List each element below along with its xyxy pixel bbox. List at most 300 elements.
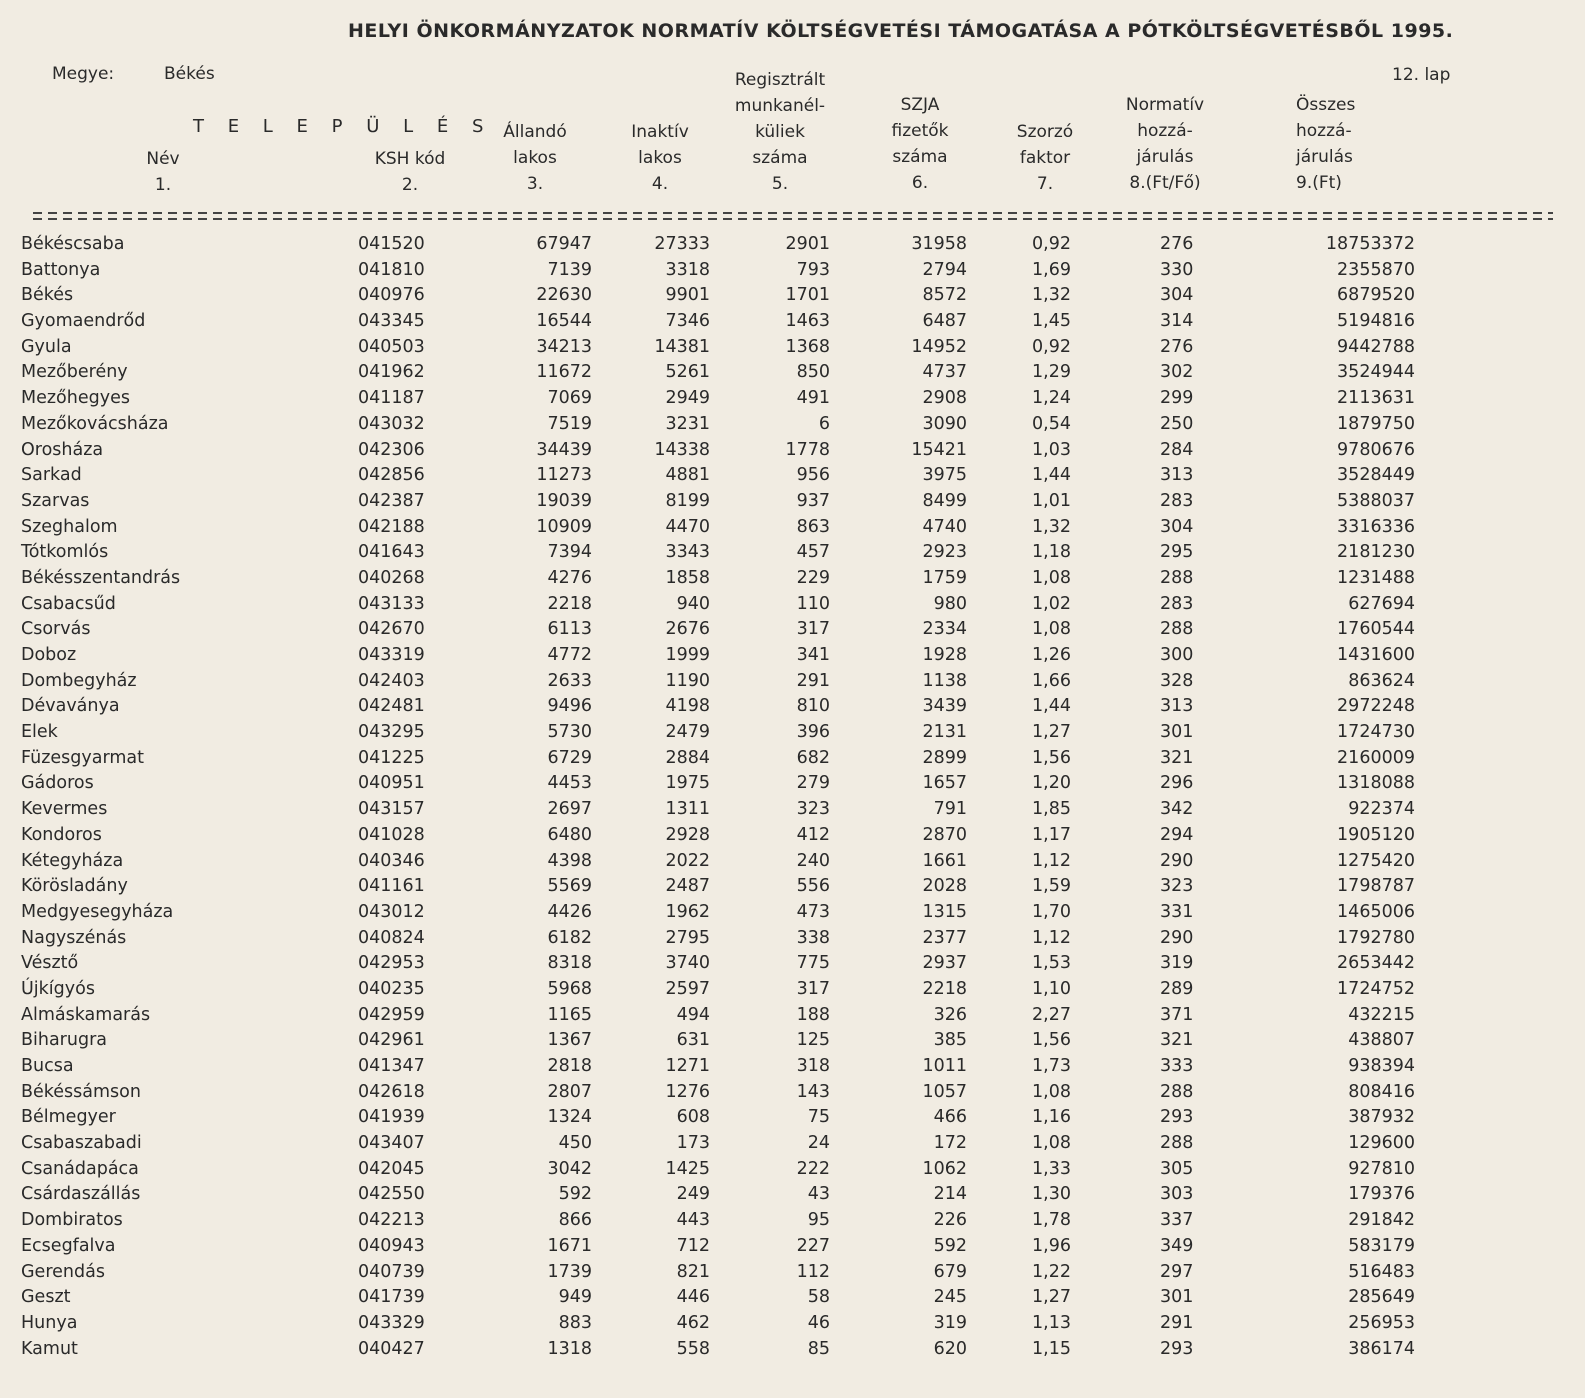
cell-szja-fizetok: 172 <box>933 1133 967 1154</box>
table-row <box>0 1287 1585 1313</box>
cell-allando-lakos: 7519 <box>547 413 592 434</box>
cell-inaktiv-lakos: 821 <box>676 1261 710 1282</box>
cell-osszes-hozzajarulas: 179376 <box>1348 1184 1415 1205</box>
cell-szorzo-faktor: 0,92 <box>1032 336 1071 357</box>
cell-szja-fizetok: 326 <box>933 1004 967 1025</box>
cell-szja-fizetok: 791 <box>933 799 967 820</box>
cell-szorzo-faktor: 1,73 <box>1032 1056 1071 1076</box>
table-row <box>0 594 1585 620</box>
header-munkanelkuli-l2: munkanél- <box>734 96 826 116</box>
header-inaktiv-l1: Inaktív <box>631 122 689 142</box>
cell-munkanelkuliek: 227 <box>796 1235 830 1256</box>
cell-szorzo-faktor: 1,26 <box>1032 645 1071 665</box>
table-row <box>0 440 1585 466</box>
cell-name: Vésztő <box>21 953 79 974</box>
cell-szorzo-faktor: 1,27 <box>1032 722 1071 743</box>
cell-normativ-hozzajarulas: 276 <box>1160 336 1194 357</box>
table-row <box>0 1313 1585 1339</box>
cell-osszes-hozzajarulas: 18753372 <box>1325 234 1415 254</box>
cell-ksh-code: 042403 <box>358 670 425 691</box>
cell-ksh-code: 040739 <box>358 1261 425 1282</box>
cell-ksh-code: 041161 <box>358 876 425 897</box>
cell-munkanelkuliek: 75 <box>807 1107 830 1128</box>
cell-munkanelkuliek: 341 <box>796 645 830 665</box>
cell-szja-fizetok: 1657 <box>922 773 967 794</box>
cell-normativ-hozzajarulas: 296 <box>1160 773 1194 794</box>
cell-szja-fizetok: 592 <box>933 1235 967 1256</box>
header-settlement: T E L E P Ü L É S <box>193 116 493 137</box>
cell-szja-fizetok: 2870 <box>922 824 967 845</box>
cell-osszes-hozzajarulas: 2972248 <box>1337 696 1415 717</box>
cell-szorzo-faktor: 0,54 <box>1032 413 1071 434</box>
cell-munkanelkuliek: 188 <box>796 1004 830 1025</box>
cell-osszes-hozzajarulas: 2181230 <box>1337 542 1415 563</box>
county-value: Békés <box>164 64 215 84</box>
cell-normativ-hozzajarulas: 290 <box>1160 927 1194 948</box>
cell-ksh-code: 041962 <box>358 362 425 383</box>
cell-munkanelkuliek: 222 <box>796 1158 830 1179</box>
header-normativ-l2: hozzá- <box>1137 121 1193 141</box>
cell-osszes-hozzajarulas: 1231488 <box>1337 567 1415 588</box>
cell-normativ-hozzajarulas: 288 <box>1160 567 1194 588</box>
header-normativ-l3: járulás <box>1136 147 1194 167</box>
cell-munkanelkuliek: 1701 <box>785 285 830 306</box>
cell-munkanelkuliek: 229 <box>796 567 830 588</box>
cell-ksh-code: 043295 <box>358 722 425 743</box>
cell-munkanelkuliek: 2901 <box>785 234 830 254</box>
cell-allando-lakos: 2633 <box>547 670 592 691</box>
cell-inaktiv-lakos: 4881 <box>665 465 710 486</box>
county-label: Megye: <box>52 64 115 84</box>
cell-allando-lakos: 450 <box>558 1133 592 1154</box>
cell-ksh-code: 041028 <box>358 824 425 845</box>
cell-name: Ecsegfalva <box>21 1235 116 1256</box>
cell-allando-lakos: 5968 <box>547 978 592 999</box>
cell-munkanelkuliek: 412 <box>796 824 830 845</box>
table-row <box>0 1056 1585 1082</box>
cell-szja-fizetok: 980 <box>933 593 967 614</box>
cell-name: Csabacsűd <box>21 593 116 614</box>
cell-name: Kevermes <box>21 799 108 820</box>
cell-name: Békéssámson <box>21 1081 141 1102</box>
cell-ksh-code: 042670 <box>358 619 425 640</box>
cell-szja-fizetok: 4737 <box>922 362 967 383</box>
cell-inaktiv-lakos: 14381 <box>654 336 710 357</box>
cell-munkanelkuliek: 85 <box>807 1338 830 1359</box>
table-row <box>0 825 1585 851</box>
cell-normativ-hozzajarulas: 288 <box>1160 1133 1194 1154</box>
cell-name: Orosháza <box>21 439 104 460</box>
cell-allando-lakos: 1324 <box>547 1107 592 1128</box>
table-row <box>0 645 1585 671</box>
header-nev-label: Név <box>146 149 180 169</box>
cell-szja-fizetok: 319 <box>933 1312 967 1333</box>
cell-szja-fizetok: 1057 <box>922 1081 967 1102</box>
cell-osszes-hozzajarulas: 1431600 <box>1337 645 1415 665</box>
cell-osszes-hozzajarulas: 1798787 <box>1337 876 1415 897</box>
cell-szorzo-faktor: 1,24 <box>1032 388 1071 409</box>
cell-ksh-code: 042856 <box>358 465 425 486</box>
cell-allando-lakos: 11672 <box>536 362 592 383</box>
cell-szorzo-faktor: 1,17 <box>1032 824 1071 845</box>
cell-normativ-hozzajarulas: 284 <box>1160 439 1194 460</box>
cell-munkanelkuliek: 317 <box>796 619 830 640</box>
cell-allando-lakos: 4398 <box>547 850 592 871</box>
cell-name: Mezőkovácsháza <box>21 413 169 434</box>
cell-munkanelkuliek: 318 <box>796 1056 830 1076</box>
cell-munkanelkuliek: 863 <box>796 516 830 537</box>
table-row <box>0 1082 1585 1108</box>
cell-normativ-hozzajarulas: 319 <box>1160 953 1194 974</box>
cell-szja-fizetok: 8499 <box>922 490 967 511</box>
cell-szja-fizetok: 31958 <box>911 234 967 254</box>
cell-szorzo-faktor: 1,12 <box>1032 927 1071 948</box>
cell-name: Biharugra <box>21 1030 107 1051</box>
cell-inaktiv-lakos: 2487 <box>665 876 710 897</box>
cell-szorzo-faktor: 1,08 <box>1032 1133 1071 1154</box>
cell-normativ-hozzajarulas: 301 <box>1160 1287 1194 1308</box>
cell-szja-fizetok: 2794 <box>922 259 967 280</box>
cell-name: Medgyesegyháza <box>21 901 174 922</box>
cell-inaktiv-lakos: 14338 <box>654 439 710 460</box>
cell-osszes-hozzajarulas: 938394 <box>1348 1056 1415 1076</box>
cell-inaktiv-lakos: 712 <box>676 1235 710 1256</box>
cell-name: Szeghalom <box>21 516 118 537</box>
cell-name: Csorvás <box>21 619 91 640</box>
cell-name: Kondoros <box>21 824 102 845</box>
cell-inaktiv-lakos: 7346 <box>665 311 710 332</box>
table-row <box>0 1159 1585 1185</box>
cell-inaktiv-lakos: 494 <box>676 1004 710 1025</box>
cell-munkanelkuliek: 279 <box>796 773 830 794</box>
cell-inaktiv-lakos: 940 <box>676 593 710 614</box>
cell-szja-fizetok: 1138 <box>922 670 967 691</box>
header-ksh <box>360 146 460 198</box>
cell-szorzo-faktor: 1,66 <box>1032 670 1071 691</box>
cell-munkanelkuliek: 457 <box>796 542 830 563</box>
cell-normativ-hozzajarulas: 303 <box>1160 1184 1194 1205</box>
cell-szja-fizetok: 2334 <box>922 619 967 640</box>
table-row <box>0 928 1585 954</box>
header-munkanelkuli-l1: Regisztrált <box>734 70 826 90</box>
cell-szorzo-faktor: 1,13 <box>1032 1312 1071 1333</box>
cell-munkanelkuliek: 6 <box>818 413 830 434</box>
cell-szorzo-faktor: 1,12 <box>1032 850 1071 871</box>
header-munkanelkuli <box>725 67 835 197</box>
cell-szja-fizetok: 3975 <box>922 465 967 486</box>
cell-inaktiv-lakos: 443 <box>676 1210 710 1231</box>
table-row <box>0 902 1585 928</box>
cell-allando-lakos: 9496 <box>547 696 592 717</box>
cell-allando-lakos: 7139 <box>547 259 592 280</box>
table-row <box>0 285 1585 311</box>
cell-szorzo-faktor: 1,20 <box>1032 773 1071 794</box>
cell-szja-fizetok: 3439 <box>922 696 967 717</box>
cell-inaktiv-lakos: 2928 <box>665 824 710 845</box>
table-row <box>0 542 1585 568</box>
table-row <box>0 311 1585 337</box>
cell-osszes-hozzajarulas: 1275420 <box>1337 850 1415 871</box>
header-szja-l1: SZJA <box>900 95 940 115</box>
cell-szorzo-faktor: 1,29 <box>1032 362 1071 383</box>
cell-inaktiv-lakos: 3740 <box>665 953 710 974</box>
cell-normativ-hozzajarulas: 295 <box>1160 542 1194 563</box>
cell-normativ-hozzajarulas: 314 <box>1160 311 1194 332</box>
cell-name: Mezőberény <box>21 362 128 383</box>
table-row <box>0 748 1585 774</box>
table-row <box>0 619 1585 645</box>
cell-normativ-hozzajarulas: 330 <box>1160 259 1194 280</box>
cell-inaktiv-lakos: 1425 <box>665 1158 710 1179</box>
cell-osszes-hozzajarulas: 3528449 <box>1337 465 1415 486</box>
cell-name: Kamut <box>21 1338 78 1359</box>
cell-szorzo-faktor: 1,16 <box>1032 1107 1071 1128</box>
cell-munkanelkuliek: 937 <box>796 490 830 511</box>
header-inaktiv-l3: 4. <box>651 174 669 194</box>
cell-normativ-hozzajarulas: 321 <box>1160 1030 1194 1051</box>
cell-inaktiv-lakos: 1276 <box>665 1081 710 1102</box>
cell-normativ-hozzajarulas: 328 <box>1160 670 1194 691</box>
cell-ksh-code: 041643 <box>358 542 425 563</box>
cell-osszes-hozzajarulas: 285649 <box>1348 1287 1415 1308</box>
cell-szorzo-faktor: 1,03 <box>1032 439 1071 460</box>
cell-osszes-hozzajarulas: 1792780 <box>1337 927 1415 948</box>
cell-munkanelkuliek: 110 <box>796 593 830 614</box>
cell-ksh-code: 043329 <box>358 1312 425 1333</box>
cell-allando-lakos: 7394 <box>547 542 592 563</box>
cell-ksh-code: 040951 <box>358 773 425 794</box>
cell-allando-lakos: 16544 <box>536 311 592 332</box>
cell-inaktiv-lakos: 631 <box>676 1030 710 1051</box>
cell-munkanelkuliek: 112 <box>796 1261 830 1282</box>
cell-munkanelkuliek: 323 <box>796 799 830 820</box>
cell-inaktiv-lakos: 3343 <box>665 542 710 563</box>
cell-munkanelkuliek: 793 <box>796 259 830 280</box>
cell-szorzo-faktor: 1,96 <box>1032 1235 1071 1256</box>
cell-allando-lakos: 34439 <box>536 439 592 460</box>
cell-szja-fizetok: 245 <box>933 1287 967 1308</box>
cell-szorzo-faktor: 1,33 <box>1032 1158 1071 1179</box>
cell-osszes-hozzajarulas: 2113631 <box>1337 388 1415 409</box>
header-osszes-l1: Összes <box>1296 95 1356 115</box>
cell-szja-fizetok: 2899 <box>922 747 967 768</box>
header-szja-l4: 6. <box>911 173 929 193</box>
header-nev <box>140 146 186 198</box>
table-row <box>0 1210 1585 1236</box>
cell-normativ-hozzajarulas: 304 <box>1160 285 1194 306</box>
cell-ksh-code: 042045 <box>358 1158 425 1179</box>
header-munkanelkuli-l5: 5. <box>771 174 789 194</box>
cell-szja-fizetok: 1661 <box>922 850 967 871</box>
cell-normativ-hozzajarulas: 371 <box>1160 1004 1194 1025</box>
cell-inaktiv-lakos: 1858 <box>665 567 710 588</box>
cell-munkanelkuliek: 317 <box>796 978 830 999</box>
cell-szorzo-faktor: 1,69 <box>1032 259 1071 280</box>
cell-osszes-hozzajarulas: 2160009 <box>1337 747 1415 768</box>
cell-normativ-hozzajarulas: 300 <box>1160 645 1194 665</box>
cell-ksh-code: 041347 <box>358 1056 425 1076</box>
cell-ksh-code: 043157 <box>358 799 425 820</box>
cell-inaktiv-lakos: 5261 <box>665 362 710 383</box>
cell-szorzo-faktor: 1,59 <box>1032 876 1071 897</box>
cell-osszes-hozzajarulas: 1905120 <box>1337 824 1415 845</box>
cell-szja-fizetok: 1928 <box>922 645 967 665</box>
cell-name: Kétegyháza <box>21 850 124 871</box>
cell-normativ-hozzajarulas: 337 <box>1160 1210 1194 1231</box>
cell-munkanelkuliek: 24 <box>807 1133 830 1154</box>
cell-name: Szarvas <box>21 490 90 511</box>
cell-allando-lakos: 10909 <box>536 516 592 537</box>
cell-allando-lakos: 8318 <box>547 953 592 974</box>
table-row <box>0 1030 1585 1056</box>
cell-inaktiv-lakos: 558 <box>676 1338 710 1359</box>
cell-ksh-code: 043345 <box>358 311 425 332</box>
cell-ksh-code: 042618 <box>358 1081 425 1102</box>
cell-osszes-hozzajarulas: 129600 <box>1348 1133 1415 1154</box>
cell-szorzo-faktor: 1,56 <box>1032 1030 1071 1051</box>
cell-name: Csárdaszállás <box>21 1184 141 1205</box>
cell-name: Dombiratos <box>21 1210 123 1231</box>
cell-allando-lakos: 6182 <box>547 927 592 948</box>
table-row <box>0 1184 1585 1210</box>
cell-munkanelkuliek: 1463 <box>785 311 830 332</box>
table-row <box>0 337 1585 363</box>
cell-munkanelkuliek: 125 <box>796 1030 830 1051</box>
cell-szja-fizetok: 4740 <box>922 516 967 537</box>
cell-name: Geszt <box>21 1287 71 1308</box>
header-allando-l3: 3. <box>526 174 544 194</box>
cell-osszes-hozzajarulas: 1465006 <box>1337 901 1415 922</box>
cell-ksh-code: 041187 <box>358 388 425 409</box>
cell-inaktiv-lakos: 2022 <box>665 850 710 871</box>
cell-szorzo-faktor: 1,85 <box>1032 799 1071 820</box>
cell-munkanelkuliek: 556 <box>796 876 830 897</box>
table-row <box>0 1236 1585 1262</box>
cell-name: Gerendás <box>21 1261 105 1282</box>
table-row <box>0 260 1585 286</box>
cell-allando-lakos: 4453 <box>547 773 592 794</box>
cell-name: Gyula <box>21 336 72 357</box>
cell-inaktiv-lakos: 249 <box>676 1184 710 1205</box>
header-inaktiv <box>620 119 700 197</box>
cell-munkanelkuliek: 1368 <box>785 336 830 357</box>
cell-szorzo-faktor: 1,70 <box>1032 901 1071 922</box>
table-row <box>0 953 1585 979</box>
table-row <box>0 1107 1585 1133</box>
cell-normativ-hozzajarulas: 305 <box>1160 1158 1194 1179</box>
table-row <box>0 388 1585 414</box>
cell-normativ-hozzajarulas: 288 <box>1160 1081 1194 1102</box>
cell-ksh-code: 042961 <box>358 1030 425 1051</box>
table-row <box>0 1262 1585 1288</box>
cell-osszes-hozzajarulas: 9442788 <box>1337 336 1415 357</box>
cell-munkanelkuliek: 956 <box>796 465 830 486</box>
cell-inaktiv-lakos: 173 <box>676 1133 710 1154</box>
cell-name: Gádoros <box>21 773 94 794</box>
cell-allando-lakos: 4276 <box>547 567 592 588</box>
cell-ksh-code: 042953 <box>358 953 425 974</box>
cell-allando-lakos: 2807 <box>547 1081 592 1102</box>
cell-normativ-hozzajarulas: 321 <box>1160 747 1194 768</box>
cell-name: Bucsa <box>21 1056 74 1076</box>
cell-osszes-hozzajarulas: 1318088 <box>1337 773 1415 794</box>
cell-szja-fizetok: 679 <box>933 1261 967 1282</box>
cell-allando-lakos: 949 <box>558 1287 592 1308</box>
table-row <box>0 234 1585 260</box>
cell-osszes-hozzajarulas: 432215 <box>1348 1004 1415 1025</box>
cell-szja-fizetok: 3090 <box>922 413 967 434</box>
table-row <box>0 799 1585 825</box>
table-row <box>0 671 1585 697</box>
cell-osszes-hozzajarulas: 5194816 <box>1337 311 1415 332</box>
cell-normativ-hozzajarulas: 294 <box>1160 824 1194 845</box>
header-normativ-l4: 8.(Ft/Fő) <box>1129 173 1201 193</box>
cell-ksh-code: 042387 <box>358 490 425 511</box>
cell-ksh-code: 042213 <box>358 1210 425 1231</box>
cell-inaktiv-lakos: 608 <box>676 1107 710 1128</box>
cell-ksh-code: 043319 <box>358 645 425 665</box>
cell-munkanelkuliek: 46 <box>807 1312 830 1333</box>
cell-normativ-hozzajarulas: 297 <box>1160 1261 1194 1282</box>
cell-name: Csanádapáca <box>21 1158 139 1179</box>
cell-allando-lakos: 2218 <box>547 593 592 614</box>
table-row <box>0 696 1585 722</box>
cell-osszes-hozzajarulas: 1760544 <box>1337 619 1415 640</box>
table-row <box>0 773 1585 799</box>
cell-ksh-code: 042188 <box>358 516 425 537</box>
cell-osszes-hozzajarulas: 3524944 <box>1337 362 1415 383</box>
cell-szorzo-faktor: 1,53 <box>1032 953 1071 974</box>
cell-osszes-hozzajarulas: 387932 <box>1348 1107 1415 1128</box>
cell-szja-fizetok: 15421 <box>911 439 967 460</box>
cell-normativ-hozzajarulas: 331 <box>1160 901 1194 922</box>
cell-normativ-hozzajarulas: 349 <box>1160 1235 1194 1256</box>
cell-allando-lakos: 5730 <box>547 722 592 743</box>
cell-allando-lakos: 6480 <box>547 824 592 845</box>
header-divider <box>33 212 1553 224</box>
cell-szja-fizetok: 8572 <box>922 285 967 306</box>
cell-szorzo-faktor: 1,01 <box>1032 490 1071 511</box>
table-row <box>0 491 1585 517</box>
cell-munkanelkuliek: 43 <box>807 1184 830 1205</box>
cell-szorzo-faktor: 1,44 <box>1032 465 1071 486</box>
cell-name: Almáskamarás <box>21 1004 151 1025</box>
cell-inaktiv-lakos: 1311 <box>665 799 710 820</box>
cell-inaktiv-lakos: 3318 <box>665 259 710 280</box>
cell-name: Békésszentandrás <box>21 567 181 588</box>
cell-ksh-code: 042959 <box>358 1004 425 1025</box>
cell-inaktiv-lakos: 462 <box>676 1312 710 1333</box>
cell-szja-fizetok: 226 <box>933 1210 967 1231</box>
cell-szorzo-faktor: 1,30 <box>1032 1184 1071 1205</box>
header-szja-l3: száma <box>892 147 948 167</box>
cell-munkanelkuliek: 58 <box>807 1287 830 1308</box>
cell-szorzo-faktor: 1,32 <box>1032 516 1071 537</box>
cell-szja-fizetok: 1011 <box>922 1056 967 1076</box>
header-ksh-num: 2. <box>401 175 419 195</box>
cell-szorzo-faktor: 1,22 <box>1032 1261 1071 1282</box>
cell-ksh-code: 041939 <box>358 1107 425 1128</box>
header-normativ-l1: Normatív <box>1125 95 1205 115</box>
table-row <box>0 568 1585 594</box>
cell-szorzo-faktor: 1,08 <box>1032 1081 1071 1102</box>
cell-normativ-hozzajarulas: 293 <box>1160 1338 1194 1359</box>
cell-name: Békéscsaba <box>21 234 125 254</box>
cell-inaktiv-lakos: 1999 <box>665 645 710 665</box>
cell-allando-lakos: 2697 <box>547 799 592 820</box>
cell-allando-lakos: 67947 <box>536 234 592 254</box>
cell-osszes-hozzajarulas: 6879520 <box>1337 285 1415 306</box>
